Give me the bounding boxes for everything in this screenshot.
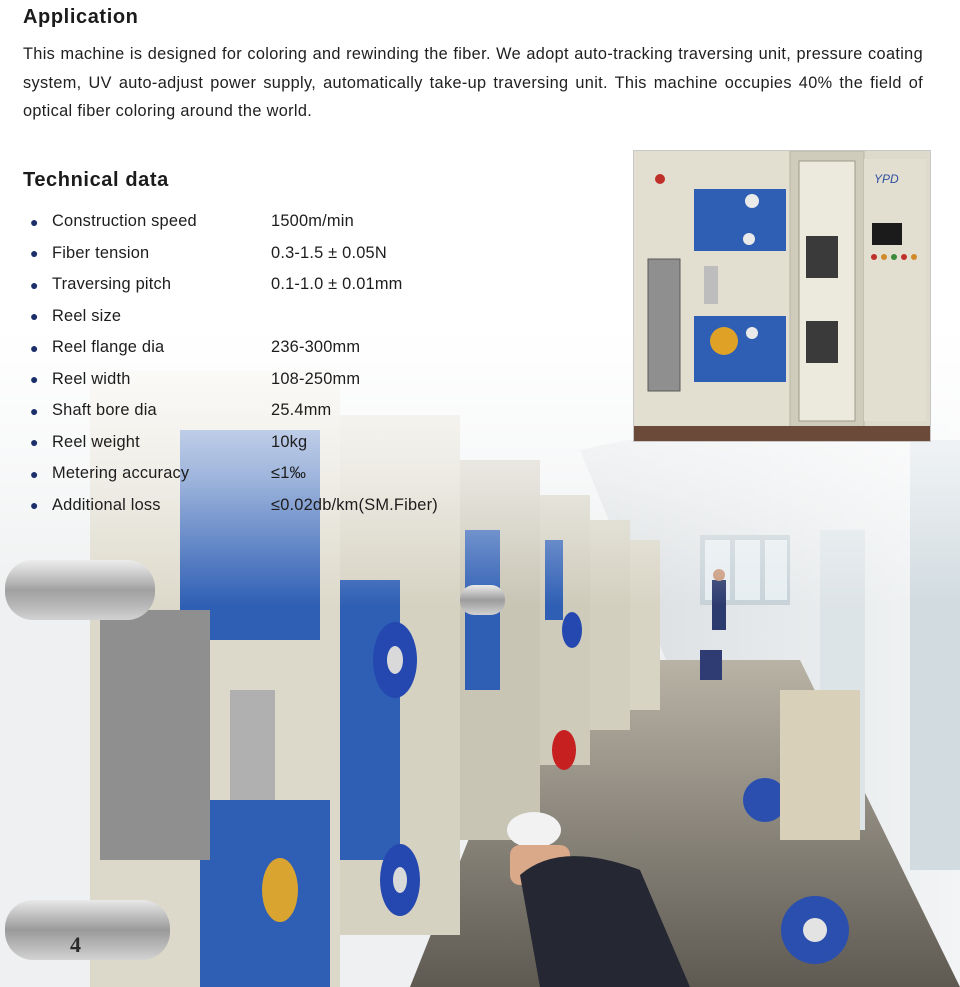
- application-description: This machine is designed for coloring and rewinding the fiber. We adopt auto-tracking traversing unit, pressure coating system, UV auto-adjust power supply, automatically take-up traversing unit. This machine occupies 40% the field of optical fiber coloring around the world.: [23, 45, 923, 120]
- spec-label: Reel flange dia: [52, 338, 165, 357]
- spec-value: ≤0.02db/km(SM.Fiber): [271, 495, 438, 514]
- spec-value: 0.1-1.0 ± 0.01mm: [271, 275, 403, 294]
- spec-list: [30, 206, 438, 521]
- machine-brand: YPD: [874, 172, 899, 186]
- spec-row-reel-width: [30, 364, 438, 396]
- spec-value: 0.3-1.5 ± 0.05N: [271, 243, 387, 262]
- spec-row-construction-speed: [30, 206, 438, 238]
- spec-label: Reel width: [52, 369, 131, 388]
- spec-row-traversing-pitch: [30, 269, 438, 301]
- bullet-icon: ●: [30, 308, 39, 325]
- spec-label: Reel weight: [52, 432, 140, 451]
- spec-row-metering-accuracy: [30, 458, 438, 490]
- spec-row-reel-size: [30, 301, 438, 333]
- spec-label: Reel size: [52, 306, 122, 325]
- coloring-machine-photo: [633, 150, 931, 442]
- bullet-icon: ●: [30, 434, 39, 451]
- application-heading: Application: [23, 6, 139, 28]
- spec-row-reel-flange-dia: [30, 332, 438, 364]
- bullet-icon: ●: [30, 213, 39, 230]
- spec-value: 108-250mm: [271, 369, 361, 388]
- bullet-icon: ●: [30, 465, 39, 482]
- spec-label: Construction speed: [52, 212, 197, 231]
- technical-data-heading: Technical data: [23, 169, 169, 191]
- spec-label: Traversing pitch: [52, 275, 172, 294]
- bullet-icon: ●: [30, 371, 39, 388]
- spec-row-shaft-bore-dia: [30, 395, 438, 427]
- bullet-icon: ●: [30, 402, 39, 419]
- page-number: 4: [70, 932, 81, 957]
- spec-label: Additional loss: [52, 495, 161, 514]
- spec-row-fiber-tension: [30, 238, 438, 270]
- spec-label: Shaft bore dia: [52, 401, 157, 420]
- spec-row-reel-weight: [30, 427, 438, 459]
- spec-value: 1500m/min: [271, 212, 354, 231]
- bullet-icon: ●: [30, 245, 39, 262]
- spec-label: Metering accuracy: [52, 464, 190, 483]
- spec-value: 25.4mm: [271, 401, 332, 420]
- spec-label: Fiber tension: [52, 243, 150, 262]
- spec-row-additional-loss: [30, 490, 438, 522]
- spec-value: 236-300mm: [271, 338, 361, 357]
- bullet-icon: ●: [30, 339, 39, 356]
- spec-value: ≤1‰: [271, 464, 307, 483]
- bullet-icon: ●: [30, 276, 39, 293]
- spec-value: 10kg: [271, 432, 308, 451]
- bullet-icon: ●: [30, 497, 39, 514]
